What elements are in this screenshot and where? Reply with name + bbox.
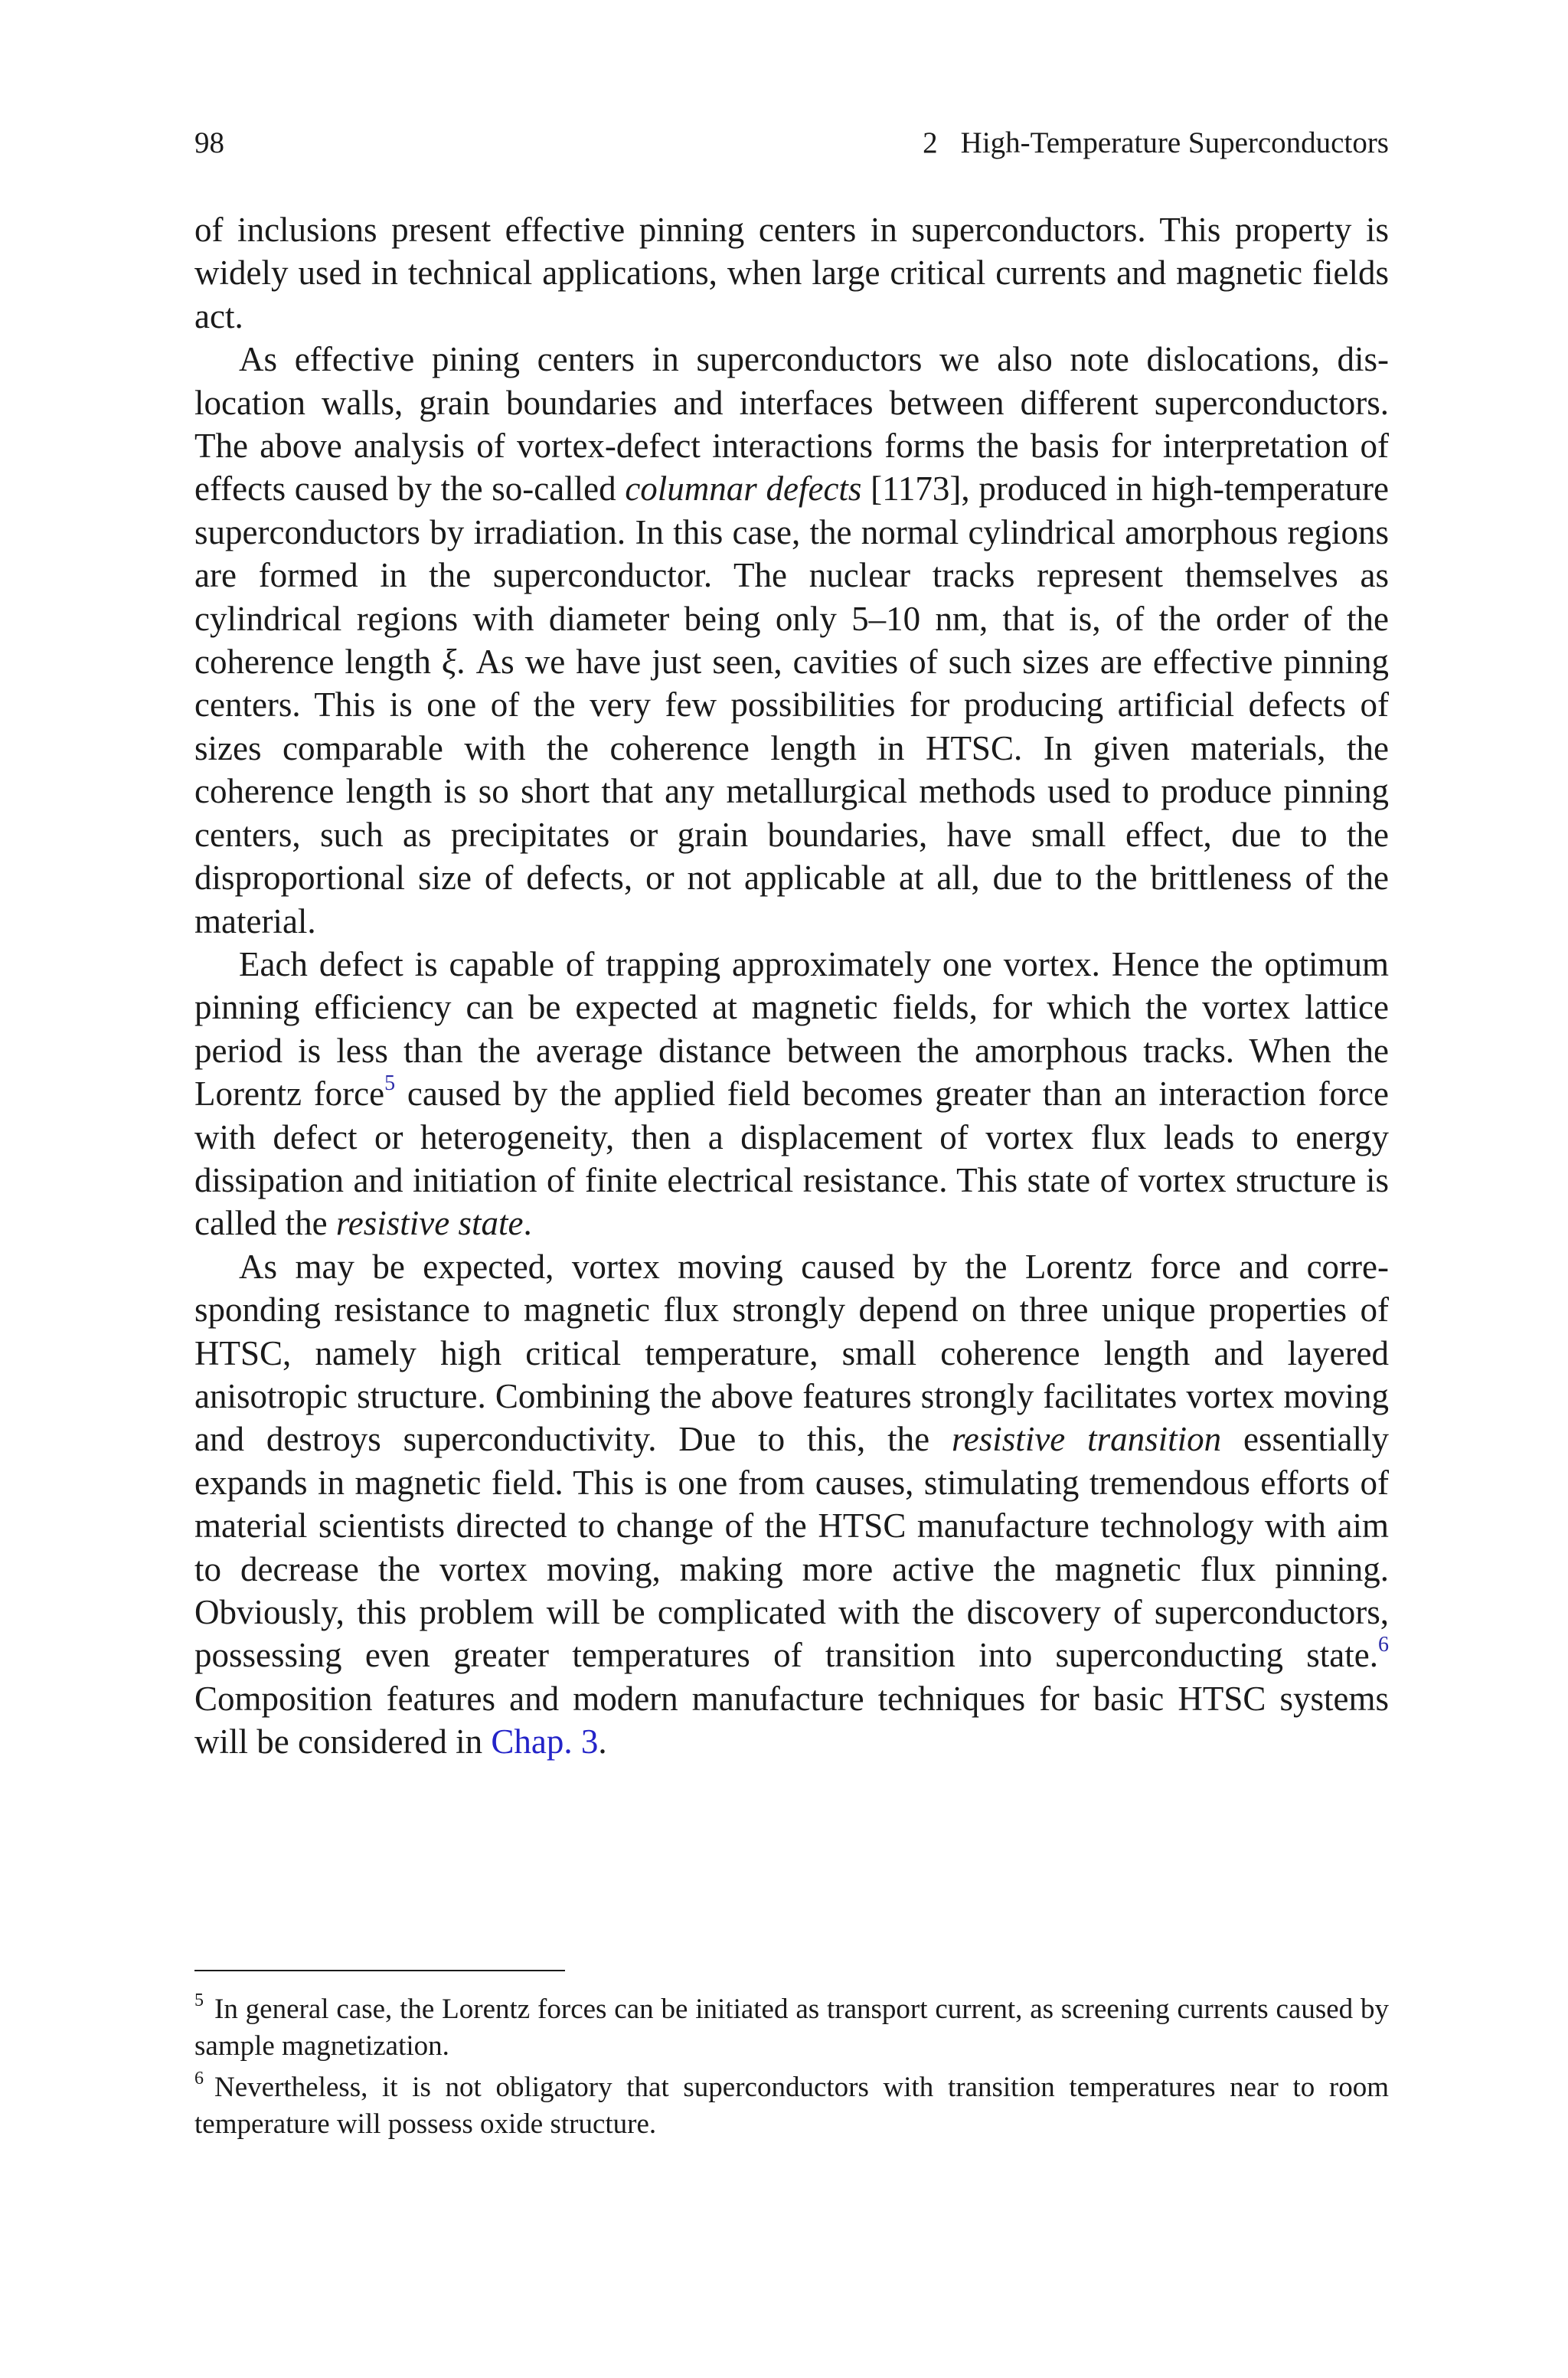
footnote-mark-5: 5 bbox=[194, 1990, 204, 2010]
footnote-5 bbox=[194, 1991, 1389, 2065]
paragraph-3-end: . bbox=[523, 1204, 532, 1243]
term-columnar-defects: columnar defects bbox=[625, 469, 862, 509]
paragraph-4-text-a: As may be expected, vortex moving caused by the Lorentz force and corresponding resistance to magnetic flux strongly depend on three unique properties of HTSC, namely high critical temperature, small coherence length and layered anisotropic structure. Combining the above features strongly facilitates vortex moving and destroys superconductivity. Due to this, the bbox=[194, 1247, 1389, 1459]
chapter-3-link[interactable]: Chap. 3 bbox=[491, 1722, 599, 1761]
symbol-xi: ξ bbox=[442, 643, 457, 682]
footnote-ref-6[interactable]: 6 bbox=[1378, 1633, 1389, 1657]
body-text bbox=[194, 208, 1389, 1764]
paragraph-3 bbox=[194, 943, 1389, 1245]
footnote-5-text: In general case, the Lorentz forces can be initiated as transport current, as screening currents caused by sample magnetization. bbox=[194, 1994, 1389, 2062]
footnotes bbox=[194, 1991, 1389, 2147]
paragraph-2 bbox=[194, 338, 1389, 943]
paragraph-3-text-a: Each defect is capable of trapping approximately one vortex. Hence the optimum pinning efficiency can be expected at magnetic fields, for which the vortex lattice period is less than the average distance between the amorphous tracks. When the Lorentz force bbox=[194, 944, 1389, 1114]
paragraph-2-text-a: As effective pining centers in superconductors we also note dislocations, dislocation walls, grain boundaries and interfaces between different superconductors. The above analysis of vortex-defect interactions forms the basis for interpretation of effects caused by the so-called bbox=[194, 340, 1389, 509]
footnote-divider bbox=[194, 1970, 565, 1971]
footnote-mark-6: 6 bbox=[194, 2069, 204, 2089]
paragraph-4-text-b: essentially expands in magnetic field. This is one from causes, stimulating tremendous efforts of material scientists directed to change of the HTSC manufacture technology with aim to decrease the vortex moving, making more active the magnetic flux pinning. Obviously, this problem will be complicated with the discovery of superconductors, possessing even greater temperatures of transition into superconducting state. bbox=[194, 1420, 1389, 1675]
paragraph-4 bbox=[194, 1245, 1389, 1764]
footnote-6 bbox=[194, 2069, 1389, 2143]
paragraph-1-text: of inclusions present effective pinning centers in superconductors. This property is widely used in technical applications, when large critical currents and magnetic fields act. bbox=[194, 211, 1389, 335]
paragraph-4-end: . bbox=[598, 1722, 607, 1761]
chapter-title: High-Temperature Superconductors bbox=[960, 126, 1389, 159]
paragraph-3-text-b: caused by the applied field becomes greater than an interaction force with defect or heterogeneity, then a displacement of vortex flux leads to energy dissipation and initiation of finite electrical resistance. This state of vortex structure is called the bbox=[194, 1075, 1389, 1243]
page-number: 98 bbox=[194, 126, 224, 159]
running-title bbox=[923, 124, 1389, 162]
paragraph-4-text-c: Composition features and modern manufacture techniques for basic HTSC systems will be considered in bbox=[194, 1679, 1389, 1761]
paragraph-2-text-c: . As we have just seen, cavities of such sizes are effective pinning centers. This is one of the very few possibilities for producing artificial defects of sizes comparable with the coherence length in HTSC. In given materials, the coherence length is so short that any metallurgical methods used to produce pinning centers, such as precipitates or grain boundaries, have small effect, due to the disproportional size of defects, or not applicable at all, due to the brittleness of the material. bbox=[194, 643, 1389, 940]
paragraph-1 bbox=[194, 208, 1389, 338]
footnote-6-text: Nevertheless, it is not obligatory that superconductors with transition temperatures near to room temperature will possess oxide structure. bbox=[194, 2072, 1389, 2140]
term-resistive-state: resistive state bbox=[335, 1204, 524, 1243]
book-page bbox=[194, 0, 1389, 2378]
footnote-ref-5[interactable]: 5 bbox=[384, 1071, 396, 1096]
running-head bbox=[194, 124, 1389, 162]
term-resistive-transition: resistive transition bbox=[951, 1420, 1222, 1459]
chapter-number: 2 bbox=[923, 126, 938, 159]
paragraph-2-text-b: [1173], produced in high-temperature superconductors by irradiation. In this case, the normal cylindrical amorphous regions are formed in the superconductor. The nuclear tracks represent themselves as cylindrical regions with diameter being only 5–10 nm, that is, of the order of the coherence length bbox=[194, 469, 1390, 682]
